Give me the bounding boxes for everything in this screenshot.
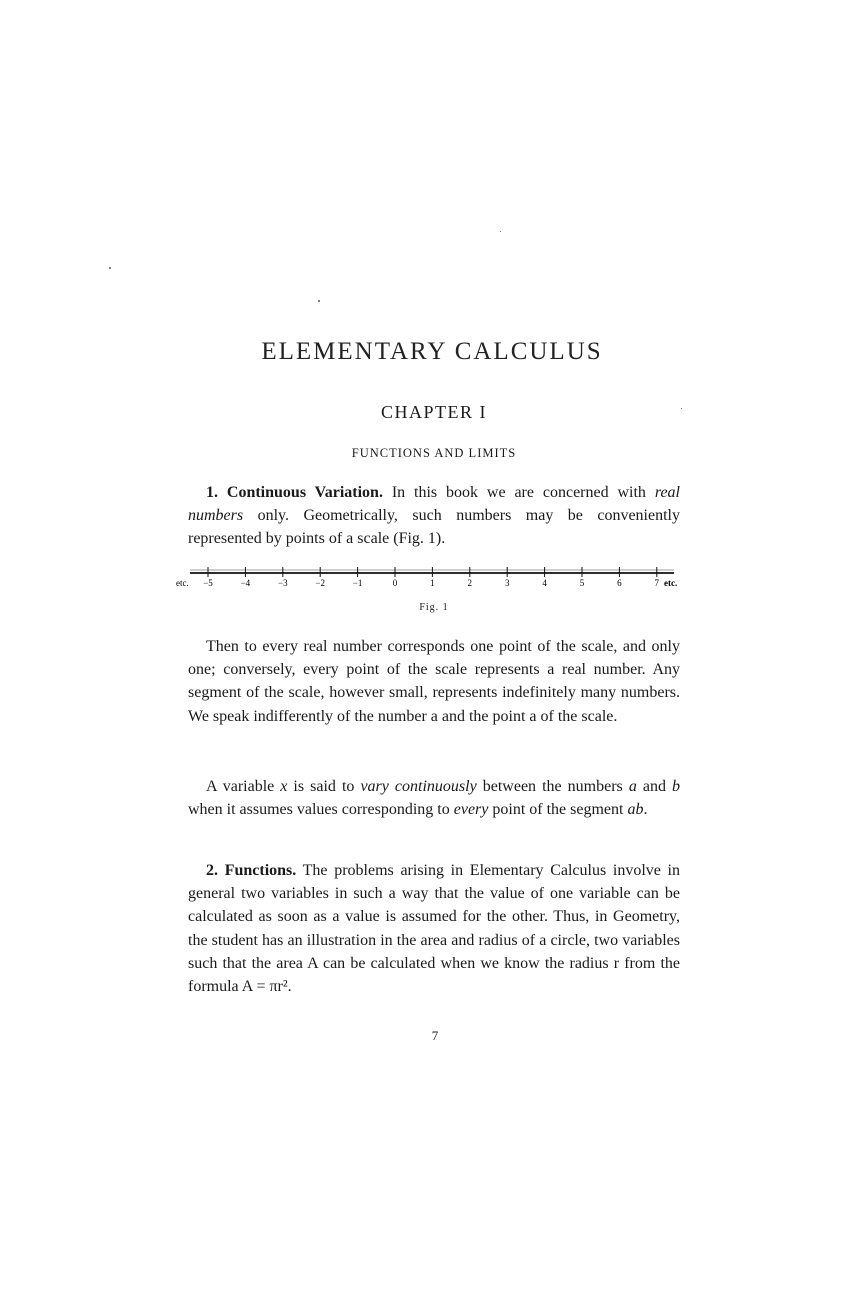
chapter-subtitle: FUNCTIONS AND LIMITS xyxy=(351,446,517,460)
scale-right-label: etc. xyxy=(664,578,678,588)
figure-caption: Fig. 1 xyxy=(419,602,449,613)
scale-left-label: etc. xyxy=(176,578,189,588)
para3-var-x: x xyxy=(280,778,288,795)
section-1-text-a: In this book we are concerned with xyxy=(382,484,655,501)
section-1-number: 1. xyxy=(206,484,218,501)
scale-tick-label: −3 xyxy=(278,578,288,588)
paragraph-real-numbers: Then to every real number corresponds one point of the scale, and only one; conversely, every point of the scale represents a real number. Any segment of the scale, however small, represents indefinitely many numbers. We speak indifferently of the number a and the point a of the scale. xyxy=(188,638,680,725)
section-1-emphasis: real numbers xyxy=(188,484,680,525)
scale-tick-label: 7 xyxy=(654,578,660,588)
scan-speck xyxy=(500,231,501,232)
section-1-heading: Continuous Variation. xyxy=(226,484,383,501)
para3-segment-ab: ab xyxy=(627,801,644,819)
para3-every: every xyxy=(453,801,489,819)
para3-text: between the numbers xyxy=(476,778,629,795)
scale-tick-label: 4 xyxy=(542,578,547,588)
para3-text: point of the segment xyxy=(488,801,628,819)
scale-tick-label: −1 xyxy=(352,578,363,588)
section-1-text-b: only. Geometrically, such numbers may be conveniently represented by points of a scale (Fig. 1). xyxy=(188,507,680,548)
para3-emphasis: vary continuously xyxy=(360,778,477,795)
page-number: 7 xyxy=(431,1028,439,1043)
book-title: ELEMENTARY CALCULUS xyxy=(261,338,603,365)
scale-tick-label: 3 xyxy=(504,578,510,588)
para3-text: A variable xyxy=(206,778,281,795)
scale-tick-label: −4 xyxy=(240,578,251,588)
scale-tick-label: 1 xyxy=(430,578,435,588)
scale-tick-label: 2 xyxy=(467,578,473,588)
section-1-paragraph xyxy=(188,481,680,551)
scale-tick-label: 6 xyxy=(617,578,622,588)
scale-tick-label: 0 xyxy=(392,578,398,588)
para3-var-b: b xyxy=(672,778,681,795)
section-2-paragraph xyxy=(188,859,680,998)
scan-speck xyxy=(109,267,111,269)
scale-tick-label: −5 xyxy=(203,578,213,588)
para3-text: and xyxy=(636,778,673,795)
section-2-text: The problems arising in Elementary Calculus involve in general two variables in such a way that the value of one variable can be calculated as soon as a value is assumed for the other. Thus, in Geometry, the student has an illustration in the area and radius of a circle, two variables such that the area A can be calculated when we know the radius r from the formula A = πr². xyxy=(188,862,681,996)
para3-text: is said to xyxy=(287,778,361,795)
para3-text: . xyxy=(643,801,648,819)
scale-tick-label: −2 xyxy=(315,578,325,588)
para3-text: when it assumes values corresponding to xyxy=(188,801,454,819)
number-scale-figure xyxy=(176,564,686,594)
scale-tick-label: 5 xyxy=(579,578,585,588)
para3-var-a: a xyxy=(628,778,637,795)
section-2-heading: Functions. xyxy=(224,862,297,879)
section-2-number: 2. xyxy=(206,862,218,879)
scan-speck xyxy=(318,300,320,302)
chapter-heading: CHAPTER I xyxy=(380,402,487,422)
paragraph-continuous-variation xyxy=(188,775,680,821)
